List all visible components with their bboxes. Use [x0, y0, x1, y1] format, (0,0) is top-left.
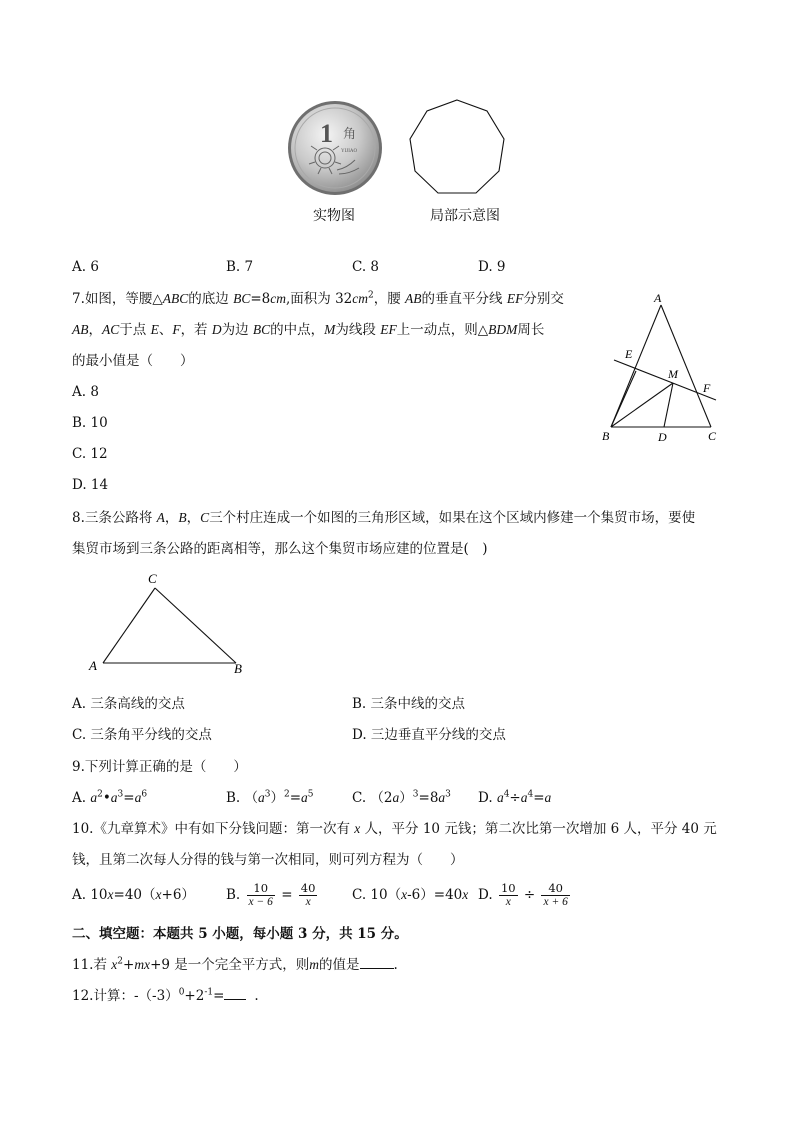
q9-option-d[interactable]: D. $a^4\div a^4=a$: [478, 789, 552, 806]
section2-heading: 二、填空题：本题共 5 小题，每小题 3 分，共 15 分。: [72, 926, 408, 942]
q7-label-m: M: [668, 367, 678, 381]
q10-stem-line2: 钱，且第二次每人分得的钱与第一次相同，则可列方程为（ ）: [72, 852, 464, 868]
q8-label-b: B: [234, 661, 242, 676]
q7-stem-line2: AB，AC于点 E、F，若 D为边 BC的中点，M为线段 EF上一动点，则△BDM周长: [72, 322, 545, 338]
q12-stem: 12.计算：$-(-3)^0+2^{-1}=$ .: [72, 987, 259, 1004]
q6-option-d[interactable]: D. 9: [478, 259, 506, 275]
q7-stem-line1: 7.如图，等腰△ABC的底边 BC=8cm,面积为 $32cm^2$，腰 AB的垂直平分线 EF分别交: [72, 290, 564, 307]
q10-b-fraction-left: $\frac{10}{x - 6}$: [248, 881, 273, 908]
q7-label-b: B: [602, 429, 610, 443]
q8-stem-line2: 集贸市场到三条公路的距离相等，那么这个集贸市场应建的位置是( ): [72, 541, 488, 557]
q7-option-c[interactable]: C. 12: [72, 446, 108, 462]
coin-photo: [287, 100, 383, 196]
q8-triangle-figure: [86, 568, 256, 680]
q8-option-a[interactable]: A. 三条高线的交点: [72, 696, 185, 712]
q10-d-fraction-right: $\frac{40}{x + 6}$: [543, 881, 568, 908]
q7-label-c: C: [708, 429, 717, 443]
q7-label-a: A: [654, 291, 662, 305]
q7-label-e: E: [625, 347, 633, 361]
q8-label-c: C: [148, 571, 157, 586]
q9-option-c[interactable]: C. $(2a)^3=8a^3$: [352, 789, 451, 806]
coin-caption: 实物图: [313, 208, 355, 224]
q10-option-c[interactable]: C. 10（x-6）=40x: [352, 887, 469, 903]
q11-answer-blank[interactable]: [360, 968, 394, 969]
q6-option-c[interactable]: C. 8: [352, 259, 380, 275]
q7-triangle-figure: [596, 288, 726, 448]
q10-option-d[interactable]: D. $\frac{10}{x}$ ÷ $\frac{40}{x + 6}$: [478, 881, 568, 908]
q11-stem: 11.若 $x^2+mx+9$ 是一个完全平方式，则m的值是 .: [72, 956, 398, 973]
q6-option-b[interactable]: B. 7: [226, 259, 254, 275]
q7-label-d: D: [658, 430, 667, 444]
q10-d-fraction-left: $\frac{10}{x}$: [500, 881, 516, 908]
nonagon-caption: 局部示意图: [430, 208, 500, 224]
coin-denomination: 1: [320, 119, 333, 148]
q8-label-a: A: [89, 658, 97, 673]
q10-option-a[interactable]: A. 10x=40（x+6）: [72, 887, 195, 903]
q8-option-c[interactable]: C. 三条角平分线的交点: [72, 727, 212, 743]
q9-option-a[interactable]: A. $a^2•a^3=a^6$: [72, 789, 148, 806]
q7-option-a[interactable]: A. 8: [72, 384, 99, 400]
coin-unit: 角: [343, 126, 357, 141]
q10-option-b[interactable]: B. $\frac{10}{x - 6}$ = $\frac{40}{x}$: [226, 881, 316, 908]
q9-option-b[interactable]: B. $(a^3)^2=a^5$: [226, 789, 314, 806]
q7-label-f: F: [703, 381, 711, 395]
q8-option-b[interactable]: B. 三条中线的交点: [352, 696, 466, 712]
q9-stem: 9.下列计算正确的是（ ）: [72, 759, 247, 775]
q10-stem-line1: 10.《九章算术》中有如下分钱问题：第一次有 x 人，平分 10 元钱；第二次比第一次增加 6 人，平分 40 元: [72, 821, 717, 837]
nonagon-figure: [404, 97, 510, 199]
q10-b-fraction-right: $\frac{40}{x}$: [300, 881, 316, 908]
q7-option-b[interactable]: B. 10: [72, 415, 108, 431]
q7-stem-line3: 的最小值是（ ）: [72, 353, 194, 369]
q6-option-a[interactable]: A. 6: [72, 259, 99, 275]
q8-option-d[interactable]: D. 三边垂直平分线的交点: [352, 727, 506, 743]
coin-pinyin: YIJIAO: [341, 149, 358, 154]
q7-option-d[interactable]: D. 14: [72, 477, 109, 493]
q12-answer-blank[interactable]: [224, 999, 246, 1000]
q8-stem-line1: 8.三条公路将 A，B，C三个村庄连成一个如图的三角形区域，如果在这个区域内修建一个集贸市场，要使: [72, 510, 696, 526]
